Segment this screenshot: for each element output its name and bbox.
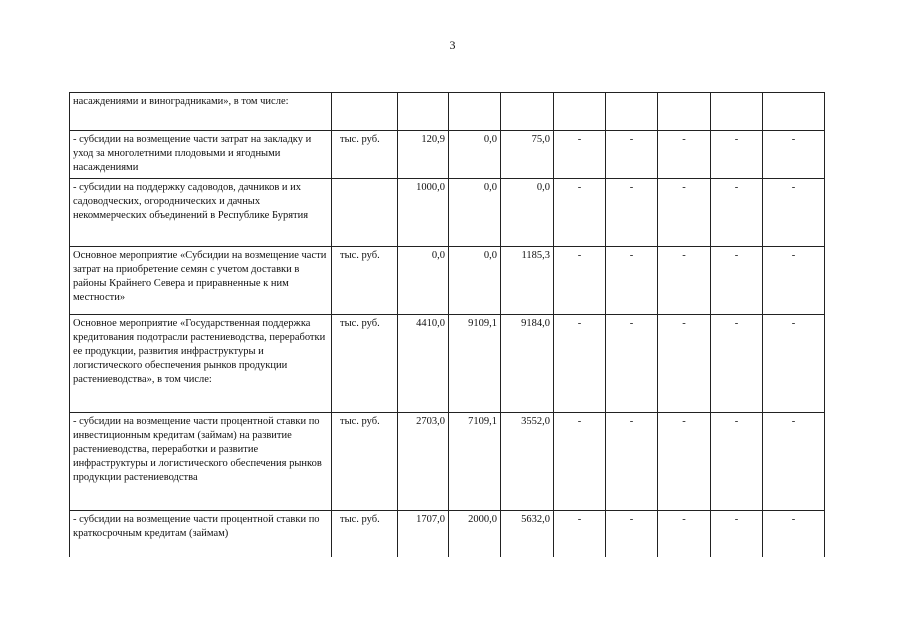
row-value-dash: - — [606, 179, 658, 247]
row-value: 120,9 — [398, 131, 449, 179]
row-value-dash: - — [658, 413, 711, 511]
row-value: 9109,1 — [449, 315, 501, 413]
table-row — [70, 511, 825, 557]
row-unit: тыс. руб. — [332, 413, 398, 511]
row-unit: тыс. руб. — [332, 511, 398, 557]
row-value: 9184,0 — [501, 315, 554, 413]
row-value — [449, 93, 501, 131]
row-value-dash: - — [763, 131, 825, 179]
row-value-dash: - — [711, 179, 763, 247]
row-value: 0,0 — [449, 179, 501, 247]
row-value-dash: - — [763, 315, 825, 413]
row-value: 7109,1 — [449, 413, 501, 511]
table-row — [70, 179, 825, 247]
row-value: 5632,0 — [501, 511, 554, 557]
table-row — [70, 413, 825, 511]
row-description: Основное мероприятие «Субсидии на возмещение части затрат на приобретение семян с учетом доставки в районы Крайнего Севера и приравненные к ним местности» — [70, 247, 332, 315]
row-description: - субсидии на поддержку садоводов, дачников и их садоводческих, огороднических и дачных некоммерческих объединений в Республике Бурятия — [70, 179, 332, 247]
row-value-dash — [711, 93, 763, 131]
row-unit — [332, 93, 398, 131]
table-row — [70, 247, 825, 315]
row-value-dash — [763, 93, 825, 131]
row-unit: тыс. руб. — [332, 247, 398, 315]
row-value-dash: - — [606, 511, 658, 557]
row-value-dash: - — [606, 247, 658, 315]
row-description: - субсидии на возмещение части процентной ставки по инвестиционным кредитам (займам) на развитие растениеводства, переработки и развитие инфраструктуры и логистического обеспечения рынков продукции растениеводства — [70, 413, 332, 511]
row-value-dash — [554, 93, 606, 131]
row-value: 0,0 — [398, 247, 449, 315]
row-value: 3552,0 — [501, 413, 554, 511]
row-value: 2000,0 — [449, 511, 501, 557]
row-value: 0,0 — [501, 179, 554, 247]
row-value: 4410,0 — [398, 315, 449, 413]
row-value: 1000,0 — [398, 179, 449, 247]
row-value-dash: - — [554, 413, 606, 511]
row-value — [501, 93, 554, 131]
row-value-dash: - — [606, 315, 658, 413]
row-value-dash: - — [658, 179, 711, 247]
row-value: 2703,0 — [398, 413, 449, 511]
row-unit — [332, 179, 398, 247]
row-value: 1707,0 — [398, 511, 449, 557]
row-value-dash: - — [711, 247, 763, 315]
row-description: насаждениями и виноградниками», в том числе: — [70, 93, 332, 131]
row-value: 0,0 — [449, 247, 501, 315]
budget-table — [69, 92, 825, 557]
table-body — [70, 93, 825, 557]
row-value-dash: - — [554, 131, 606, 179]
table-row — [70, 131, 825, 179]
row-unit: тыс. руб. — [332, 131, 398, 179]
row-description: Основное мероприятие «Государственная поддержка кредитования подотрасли растениеводства, переработки ее продукции, развития инфраструктуры и логистического обеспечения рынков продукции растениеводства», в том числе: — [70, 315, 332, 413]
row-value-dash — [658, 93, 711, 131]
row-value-dash: - — [711, 413, 763, 511]
row-value-dash: - — [606, 131, 658, 179]
row-description: - субсидии на возмещение части процентной ставки по краткосрочным кредитам (займам) — [70, 511, 332, 557]
row-value-dash — [606, 93, 658, 131]
row-value: 1185,3 — [501, 247, 554, 315]
row-value-dash: - — [658, 131, 711, 179]
page-number: 3 — [449, 38, 456, 52]
row-value — [398, 93, 449, 131]
row-value-dash: - — [554, 247, 606, 315]
row-value-dash: - — [711, 511, 763, 557]
table-row — [70, 315, 825, 413]
row-value-dash: - — [763, 247, 825, 315]
row-value-dash: - — [711, 315, 763, 413]
row-unit: тыс. руб. — [332, 315, 398, 413]
row-value-dash: - — [658, 511, 711, 557]
row-description: - субсидии на возмещение части затрат на закладку и уход за многолетними плодовыми и ягодными насаждениями — [70, 131, 332, 179]
row-value: 75,0 — [501, 131, 554, 179]
row-value-dash: - — [658, 315, 711, 413]
table-row — [70, 93, 825, 131]
row-value-dash: - — [554, 179, 606, 247]
row-value: 0,0 — [449, 131, 501, 179]
row-value-dash: - — [554, 511, 606, 557]
row-value-dash: - — [763, 511, 825, 557]
row-value-dash: - — [606, 413, 658, 511]
row-value-dash: - — [658, 247, 711, 315]
row-value-dash: - — [763, 413, 825, 511]
row-value-dash: - — [763, 179, 825, 247]
row-value-dash: - — [711, 131, 763, 179]
row-value-dash: - — [554, 315, 606, 413]
